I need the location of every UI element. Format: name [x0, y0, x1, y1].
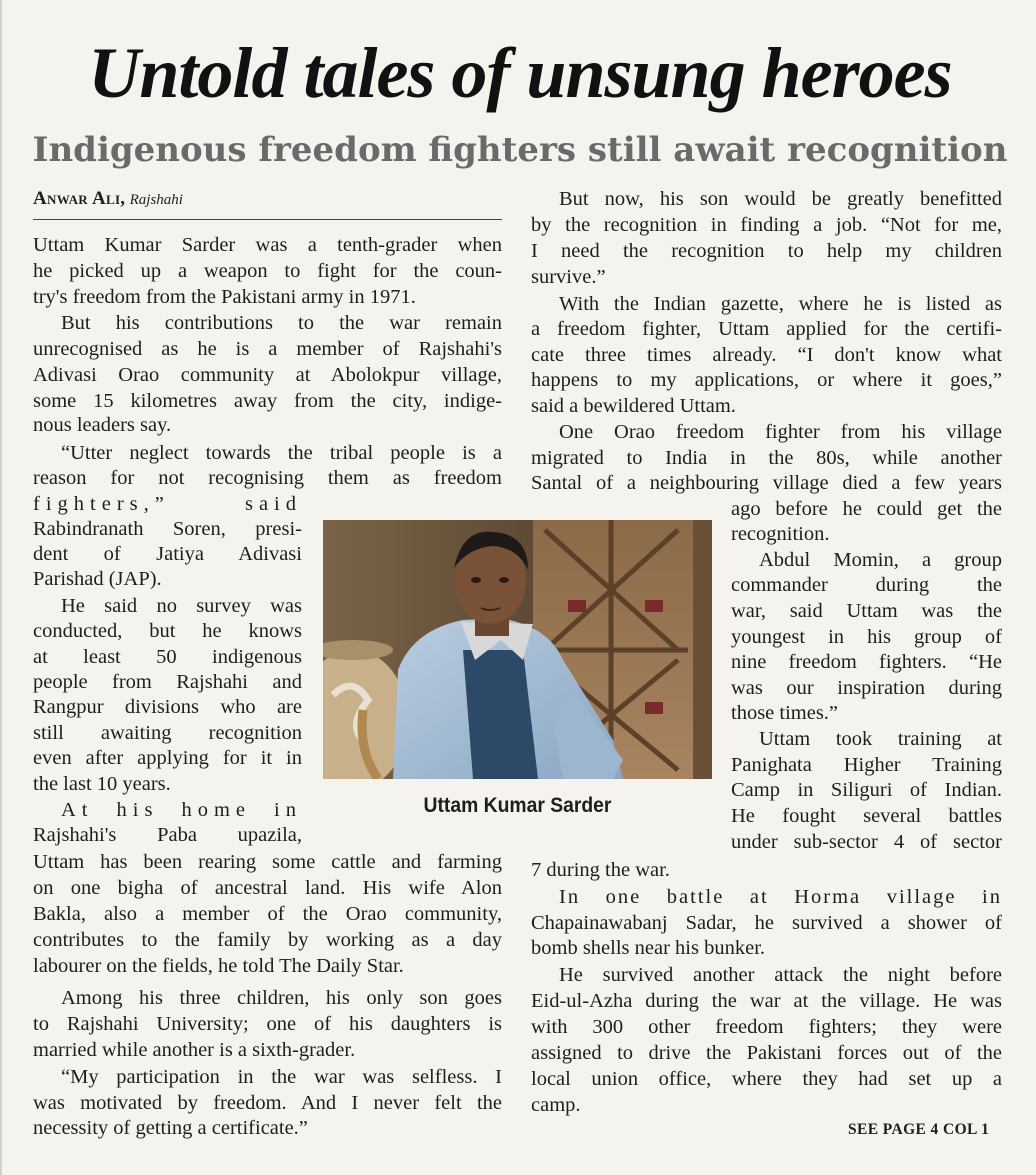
body-line: Eid-ul-Azha during the war at the village. He was — [531, 990, 1002, 1012]
body-line: He fought several battles — [731, 805, 1002, 827]
body-line: some 15 kilometres away from the city, indige- — [33, 390, 502, 412]
body-line: Uttam has been rearing some cattle and farming — [33, 851, 502, 873]
body-line: reason for not recognising them as freedom — [33, 467, 502, 489]
body-line: Rabindranath Soren, presi- — [33, 518, 302, 540]
body-line: Santal of a neighbouring village died a few years — [531, 472, 1002, 494]
body-line: happens to my applications, or where it goes,” — [531, 369, 1002, 391]
body-line: survive.” — [531, 266, 606, 288]
body-line: nine freedom fighters. “He — [731, 651, 1002, 673]
body-line: still awaiting recognition — [33, 722, 302, 744]
body-line: Bakla, also a member of the Orao community, — [33, 903, 502, 925]
body-line: Chapainawabanj Sadar, he survived a shower of — [531, 912, 1002, 934]
body-line: was our inspiration during — [731, 677, 1002, 699]
body-line: a freedom fighter, Uttam applied for the certifi- — [531, 318, 1002, 340]
body-line: With the Indian gazette, where he is listed as — [559, 293, 1002, 315]
body-line: 7 during the war. — [531, 859, 670, 881]
body-line: labourer on the fields, he told The Daily Star. — [33, 955, 404, 977]
body-line: people from Rajshahi and — [33, 671, 302, 693]
body-line: camp. — [531, 1094, 581, 1116]
body-line: Abdul Momin, a group — [759, 549, 1002, 571]
body-line: conducted, but he knows — [33, 620, 302, 642]
byline — [33, 188, 183, 210]
body-line: He said no survey was — [61, 595, 302, 617]
body-line: contributes to the family by working as a day — [33, 929, 502, 951]
photo-caption: Uttam Kumar Sarder — [423, 794, 612, 817]
body-line: try's freedom from the Pakistani army in 1971. — [33, 286, 416, 308]
headline: Untold tales of unsung heroes — [88, 33, 952, 113]
body-line: the last 10 years. — [33, 773, 171, 795]
continuation-note: SEE PAGE 4 COL 1 — [848, 1121, 990, 1138]
body-line: He survived another attack the night before — [559, 964, 1002, 986]
body-line: he picked up a weapon to fight for the coun- — [33, 260, 502, 282]
body-line: local union office, where they had set up a — [531, 1068, 1002, 1090]
body-line: Camp in Siliguri of Indian. — [731, 779, 1002, 801]
body-line: married while another is a sixth-grader. — [33, 1039, 356, 1061]
body-line: Rajshahi's Paba upazila, — [33, 824, 302, 846]
body-line: war, said Uttam was the — [731, 600, 1002, 622]
body-line: Parishad (JAP). — [33, 568, 162, 590]
subheadline: Indigenous freedom fighters still await recognition — [32, 130, 1008, 170]
body-line: commander during the — [731, 574, 1002, 596]
body-line: those times.” — [731, 702, 839, 724]
body-line: said a bewildered Uttam. — [531, 395, 736, 417]
body-line: One Orao freedom fighter from his village — [559, 421, 1002, 443]
byline-rule — [33, 219, 502, 220]
body-line: At his home in — [61, 799, 302, 821]
body-line: Adivasi Orao community at Abolokpur village, — [33, 364, 502, 386]
body-line: assigned to drive the Pakistani forces out of the — [531, 1042, 1002, 1064]
body-line: unrecognised as he is a member of Rajshahi's — [33, 338, 502, 360]
body-line: on one bigha of ancestral land. His wife Alon — [33, 877, 502, 899]
body-line: at least 50 indigenous — [33, 646, 302, 668]
body-line: I need the recognition to help my children — [531, 240, 1002, 262]
body-line: But now, his son would be greatly benefitted — [559, 188, 1002, 210]
body-line: “My participation in the war was selfless. I — [61, 1066, 502, 1088]
portrait-photo — [323, 520, 712, 779]
body-line: Panighata Higher Training — [731, 754, 1002, 776]
body-line: necessity of getting a certificate.” — [33, 1117, 308, 1139]
body-line: by the recognition in finding a job. “Not for me, — [531, 214, 1002, 236]
body-line: Uttam Kumar Sarder was a tenth-grader when — [33, 234, 502, 256]
body-line: nous leaders say. — [33, 414, 172, 436]
body-line: cate three times already. “I don't know what — [531, 344, 1002, 366]
byline-location: Rajshahi — [129, 192, 183, 208]
body-line: Rangpur divisions who are — [33, 696, 302, 718]
body-line: “Utter neglect towards the tribal people is a — [61, 442, 502, 464]
body-line: fighters,” said — [33, 493, 302, 515]
body-line: to Rajshahi University; one of his daughters is — [33, 1013, 502, 1035]
body-line: youngest in his group of — [731, 626, 1002, 648]
body-line: migrated to India in the 80s, while another — [531, 447, 1002, 469]
body-line: with 300 other freedom fighters; they were — [531, 1016, 1002, 1038]
body-line: under sub-sector 4 of sector — [731, 831, 1002, 853]
body-line: was motivated by freedom. And I never felt the — [33, 1092, 502, 1114]
body-line: recognition. — [731, 523, 830, 545]
body-line: But his contributions to the war remain — [61, 312, 502, 334]
body-line: bomb shells near his bunker. — [531, 937, 766, 959]
body-line: In one battle at Horma village in — [559, 886, 1002, 908]
body-line: ago before he could get the — [731, 498, 1002, 520]
body-line: Uttam took training at — [759, 728, 1002, 750]
body-line: Among his three children, his only son goes — [61, 987, 502, 1009]
body-line: even after applying for it in — [33, 747, 302, 769]
byline-author: Anwar Ali, — [33, 188, 126, 209]
body-line: dent of Jatiya Adivasi — [33, 543, 302, 565]
